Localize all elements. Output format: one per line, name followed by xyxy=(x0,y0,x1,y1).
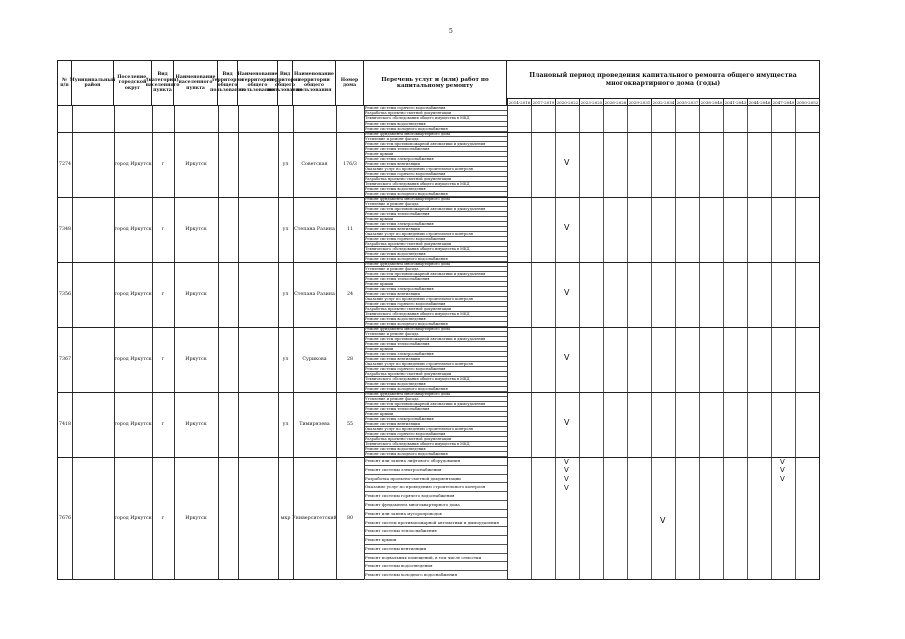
work-item: Ремонт системы электроснабжения xyxy=(364,222,507,227)
repair-mark: V xyxy=(564,222,570,232)
work-item: Оказание услуг по проведению строительного контроля xyxy=(364,167,507,172)
year-cell: 2032-2034 xyxy=(652,100,675,105)
row-rule xyxy=(58,197,819,198)
repair-mark-2047: V xyxy=(780,475,785,484)
work-item: Ремонт или замена лифтового оборудования xyxy=(364,457,507,466)
work-item: Ремонт системы холодного водоснабжения xyxy=(364,192,507,197)
work-item: Ремонт системы теплоснабжения xyxy=(364,212,507,217)
work-item: Ремонт системы холодного водоснабжения xyxy=(364,571,507,580)
column-rule xyxy=(336,106,337,579)
work-item: Ремонт системы горячего водоснабжения xyxy=(364,302,507,307)
row-number: 7367 xyxy=(58,357,72,362)
row-house: 28 xyxy=(346,357,354,362)
row-house: 80 xyxy=(346,516,354,521)
row-rule xyxy=(58,457,819,458)
repair-mark-2047: V xyxy=(780,466,785,475)
work-item: Оказание услуг по проведению строительного контроля xyxy=(364,362,507,367)
work-item: Ремонт системы холодного водоснабжения xyxy=(364,257,507,262)
header-period: Плановый период проведения капитального ремонта общего имущества многоквартирного дома (годы) xyxy=(529,72,797,87)
work-item: Ремонт системы вентиляции xyxy=(364,162,507,167)
row-settlement: город Иркутск xyxy=(114,227,152,232)
work-item: Ремонт подвальных помещений, в том числе отмостки xyxy=(364,554,507,563)
year-cell: 2050-2052 xyxy=(796,100,819,105)
year-column-rule xyxy=(795,106,796,579)
work-item: Ремонт системы теплоснабжения xyxy=(364,342,507,347)
row-number: 7356 xyxy=(58,292,72,297)
row-rule xyxy=(58,132,819,133)
row-kind: г xyxy=(161,516,165,521)
capital-repair-table xyxy=(57,60,820,580)
column-rule xyxy=(278,106,279,579)
work-item: Ремонт системы водоотведения xyxy=(364,122,507,127)
row-name: Иркутск xyxy=(185,292,207,297)
column-rule xyxy=(174,106,175,579)
repair-mark-2020: V xyxy=(564,466,569,475)
work-item: Технического обследования общего имущества в МКД xyxy=(364,312,507,317)
work-item: Технического обследования общего имущества в МКД xyxy=(364,442,507,447)
work-item: Технического обследования общего имущества в МКД xyxy=(364,116,507,121)
work-item: Ремонт крыши xyxy=(364,412,507,417)
work-item: Ремонт системы холодного водоснабжения xyxy=(364,452,507,457)
work-item: Ремонт крыши xyxy=(364,536,507,545)
work-item: Разработка проектно-сметной документации xyxy=(364,307,507,312)
row-name: Иркутск xyxy=(185,357,207,362)
work-item: Ремонт системы вентиляции xyxy=(364,545,507,554)
work-item: Ремонт системы холодного водоснабжения xyxy=(364,127,507,132)
work-item: Ремонт крыши xyxy=(364,217,507,222)
header-settlement-kind: Вид (категория) населенного пункта xyxy=(152,61,174,105)
work-item: Технического обследования общего имущества в МКД xyxy=(364,247,507,252)
year-cell: 2038-2040 xyxy=(700,100,723,105)
row-settlement: город Иркутск xyxy=(114,516,152,521)
work-item: Ремонт системы горячего водоснабжения xyxy=(364,367,507,372)
row-settlement: город Иркутск xyxy=(114,162,152,167)
year-column-rule xyxy=(699,106,700,579)
year-column-rule xyxy=(531,106,532,579)
row-house: 24 xyxy=(346,292,354,297)
header-works: Перечень услуг и (или) работ по капитальному ремонту xyxy=(364,61,507,105)
row-district xyxy=(72,356,114,364)
work-item: Ремонт фундамента многоквартирного дома xyxy=(364,327,507,332)
work-item: Ремонт системы вентиляции xyxy=(364,292,507,297)
row-name: Иркутск xyxy=(185,516,207,521)
repair-mark: V xyxy=(564,157,570,167)
header-house: Номер дома xyxy=(336,61,364,105)
row-rule xyxy=(58,392,819,393)
row-name: Иркутск xyxy=(185,162,207,167)
repair-mark: V xyxy=(660,515,666,525)
repair-mark-2020: V xyxy=(564,475,569,484)
work-item: Ремонт системы горячего водоснабжения xyxy=(364,492,507,501)
row-settlement: город Иркутск xyxy=(114,357,152,362)
row-district xyxy=(72,291,114,299)
work-item: Ремонт системы теплоснабжения xyxy=(364,277,507,282)
work-item: Технического обследования общего имущества в МКД xyxy=(364,182,507,187)
row-street: Советская xyxy=(301,162,328,167)
work-item: Ремонт фундамента многоквартирного дома xyxy=(364,262,507,267)
work-item: Технического обследования общего имущества в МКД xyxy=(364,377,507,382)
row-street-kind: мкр xyxy=(280,516,291,521)
row-rule xyxy=(58,262,819,263)
work-item: Оказание услуг по проведению строительного контроля xyxy=(364,427,507,432)
row-settlement: город Иркутск xyxy=(114,422,152,427)
header-settlement: Поселение, городской округ xyxy=(114,61,152,105)
year-column-rule xyxy=(627,106,628,579)
work-item: Ремонт системы электроснабжения xyxy=(364,352,507,357)
header-num: № п/п xyxy=(58,61,72,105)
header-settlement-name: Наименование населенного пункта xyxy=(174,61,218,105)
repair-mark-2020: V xyxy=(564,483,569,492)
column-rule xyxy=(507,106,508,579)
work-item: Ремонт систем противопожарной автоматики и дымоудаления xyxy=(364,272,507,277)
row-street-kind: ул xyxy=(282,357,289,362)
row-kind: г xyxy=(161,162,165,167)
work-item: Ремонт системы вентиляции xyxy=(364,422,507,427)
year-column-rule xyxy=(723,106,724,579)
row-house: 55 xyxy=(346,422,354,427)
row-district xyxy=(72,515,114,523)
work-item: Разработка проектно-сметной документации xyxy=(364,475,507,484)
row-number: 7274 xyxy=(58,162,72,167)
repair-mark: V xyxy=(564,352,570,362)
year-column-rule xyxy=(747,106,748,579)
work-item: Ремонт системы водоотведения xyxy=(364,562,507,571)
row-district xyxy=(72,226,114,234)
work-item: Ремонт системы вентиляции xyxy=(364,227,507,232)
row-street-kind: ул xyxy=(282,162,289,167)
repair-mark: V xyxy=(564,417,570,427)
work-item: Ремонт системы холодного водоснабжения xyxy=(364,387,507,392)
work-item: Ремонт системы электроснабжения xyxy=(364,287,507,292)
year-column-rule xyxy=(771,106,772,579)
column-rule xyxy=(72,106,73,579)
year-cell: 2020-2022 xyxy=(556,100,579,105)
year-cell: 2047-2049 xyxy=(772,100,795,105)
work-item: Разработка проектно-сметной документации xyxy=(364,177,507,182)
row-house: 11 xyxy=(346,227,354,232)
work-item: Ремонт системы теплоснабжения xyxy=(364,147,507,152)
work-item: Утепление и ремонт фасада xyxy=(364,137,507,142)
work-item: Ремонт системы водоотведения xyxy=(364,252,507,257)
work-item: Утепление и ремонт фасада xyxy=(364,397,507,402)
work-item: Оказание услуг по проведению строительного контроля xyxy=(364,297,507,302)
column-rule xyxy=(364,106,365,579)
work-item: Ремонт фундамента многоквартирного дома xyxy=(364,392,507,397)
work-item: Оказание услуг по проведению строительного контроля xyxy=(364,232,507,237)
work-item: Ремонт системы теплоснабжения xyxy=(364,407,507,412)
work-item: Ремонт системы холодного водоснабжения xyxy=(364,322,507,327)
column-rule xyxy=(152,106,153,579)
work-item: Ремонт системы электроснабжения xyxy=(364,466,507,475)
work-item: Ремонт системы теплоснабжения xyxy=(364,527,507,536)
year-cell: 2041-2043 xyxy=(724,100,747,105)
row-number: 7676 xyxy=(58,516,72,521)
work-item: Ремонт системы водоотведения xyxy=(364,187,507,192)
work-item: Ремонт системы водоотведения xyxy=(364,382,507,387)
year-cell: 2035-2037 xyxy=(676,100,699,105)
work-item: Ремонт системы электроснабжения xyxy=(364,417,507,422)
row-number: 7418 xyxy=(58,422,72,427)
row-street-kind: ул xyxy=(282,227,289,232)
page-number: 5 xyxy=(449,28,453,35)
row-rule xyxy=(58,327,819,328)
work-item: Ремонт системы горячего водоснабжения xyxy=(364,432,507,437)
work-item: Ремонт систем противопожарной автоматики и дымоудаления xyxy=(364,402,507,407)
work-item: Ремонт систем противопожарной автоматики и дымоудаления xyxy=(364,207,507,212)
work-item: Ремонт системы горячего водоснабжения xyxy=(364,172,507,177)
row-street-kind: ул xyxy=(282,422,289,427)
year-cell: 2014-2016 xyxy=(508,100,531,105)
header-street-name: Наименование территории общего пользования xyxy=(293,61,336,105)
work-item: Ремонт фундамента многоквартирного дома xyxy=(364,132,507,137)
work-item: Ремонт системы водоотведения xyxy=(364,317,507,322)
repair-mark-2020: V xyxy=(564,457,569,466)
work-item: Ремонт или замена мусоропроводов xyxy=(364,510,507,519)
work-item: Ремонт фундамента многоквартирного дома xyxy=(364,501,507,510)
work-item: Разработка проектно-сметной документации xyxy=(364,437,507,442)
row-number: 7348 xyxy=(58,227,72,232)
work-item: Утепление и ремонт фасада xyxy=(364,332,507,337)
row-district xyxy=(72,421,114,429)
year-column-rule xyxy=(651,106,652,579)
row-kind: г xyxy=(161,227,165,232)
work-item: Ремонт системы горячего водоснабжения xyxy=(364,237,507,242)
work-item: Ремонт фундамента многоквартирного дома xyxy=(364,197,507,202)
row-kind: г xyxy=(161,422,165,427)
work-item: Оказание услуг по проведению строительного контроля xyxy=(364,483,507,492)
row-street: Степана Разина xyxy=(294,292,335,297)
year-column-rule xyxy=(555,106,556,579)
header-district: Муниципальный район xyxy=(72,61,114,105)
year-cell: 2029-2031 xyxy=(628,100,651,105)
column-rule xyxy=(293,106,294,579)
year-cell: 2017-2019 xyxy=(532,100,555,105)
work-item: Ремонт крыши xyxy=(364,347,507,352)
work-item: Ремонт системы электроснабжения xyxy=(364,157,507,162)
year-column-rule xyxy=(579,106,580,579)
row-street: Тимирязева xyxy=(299,422,330,427)
work-item: Утепление и ремонт фасада xyxy=(364,202,507,207)
year-column-rule xyxy=(675,106,676,579)
row-street: Сурикова xyxy=(302,357,327,362)
row-street: Степана Разина xyxy=(294,227,335,232)
repair-mark-2047: V xyxy=(780,457,785,466)
work-item: Ремонт системы вентиляции xyxy=(364,357,507,362)
header-territory-kind: Вид территории общего пользования xyxy=(218,61,238,105)
header-territory-name: Наименование территории общего пользования xyxy=(238,61,278,105)
work-item: Ремонт крыши xyxy=(364,152,507,157)
row-name: Иркутск xyxy=(185,227,207,232)
year-cell: 2026-2028 xyxy=(604,100,627,105)
row-district xyxy=(72,161,114,169)
work-item: Ремонт систем противопожарной автоматики и дымоудаления xyxy=(364,519,507,528)
year-cell: 2023-2025 xyxy=(580,100,603,105)
row-house: 176/3 xyxy=(343,162,357,167)
header-street-kind: Вид территории общего пользования xyxy=(278,61,293,105)
work-item: Ремонт системы водоотведения xyxy=(364,447,507,452)
work-item: Утепление и ремонт фасада xyxy=(364,267,507,272)
row-kind: г xyxy=(161,357,165,362)
row-street: Университетский xyxy=(292,516,337,521)
row-kind: г xyxy=(161,292,165,297)
year-cell: 2044-2046 xyxy=(748,100,771,105)
repair-mark: V xyxy=(564,287,570,297)
work-item: Ремонт системы горячего водоснабжения xyxy=(364,106,507,111)
work-item: Разработка проектно-сметной документации xyxy=(364,111,507,116)
work-item: Разработка проектно-сметной документации xyxy=(364,242,507,247)
work-item: Ремонт систем противопожарной автоматики и дымоудаления xyxy=(364,142,507,147)
column-rule xyxy=(218,106,219,579)
row-name: Иркутск xyxy=(185,422,207,427)
work-item: Ремонт крыши xyxy=(364,282,507,287)
row-settlement: город Иркутск xyxy=(114,292,152,297)
row-street-kind: ул xyxy=(282,292,289,297)
year-column-rule xyxy=(603,106,604,579)
column-rule xyxy=(114,106,115,579)
column-rule xyxy=(238,106,239,579)
work-item: Разработка проектно-сметной документации xyxy=(364,372,507,377)
work-item: Ремонт систем противопожарной автоматики и дымоудаления xyxy=(364,337,507,342)
